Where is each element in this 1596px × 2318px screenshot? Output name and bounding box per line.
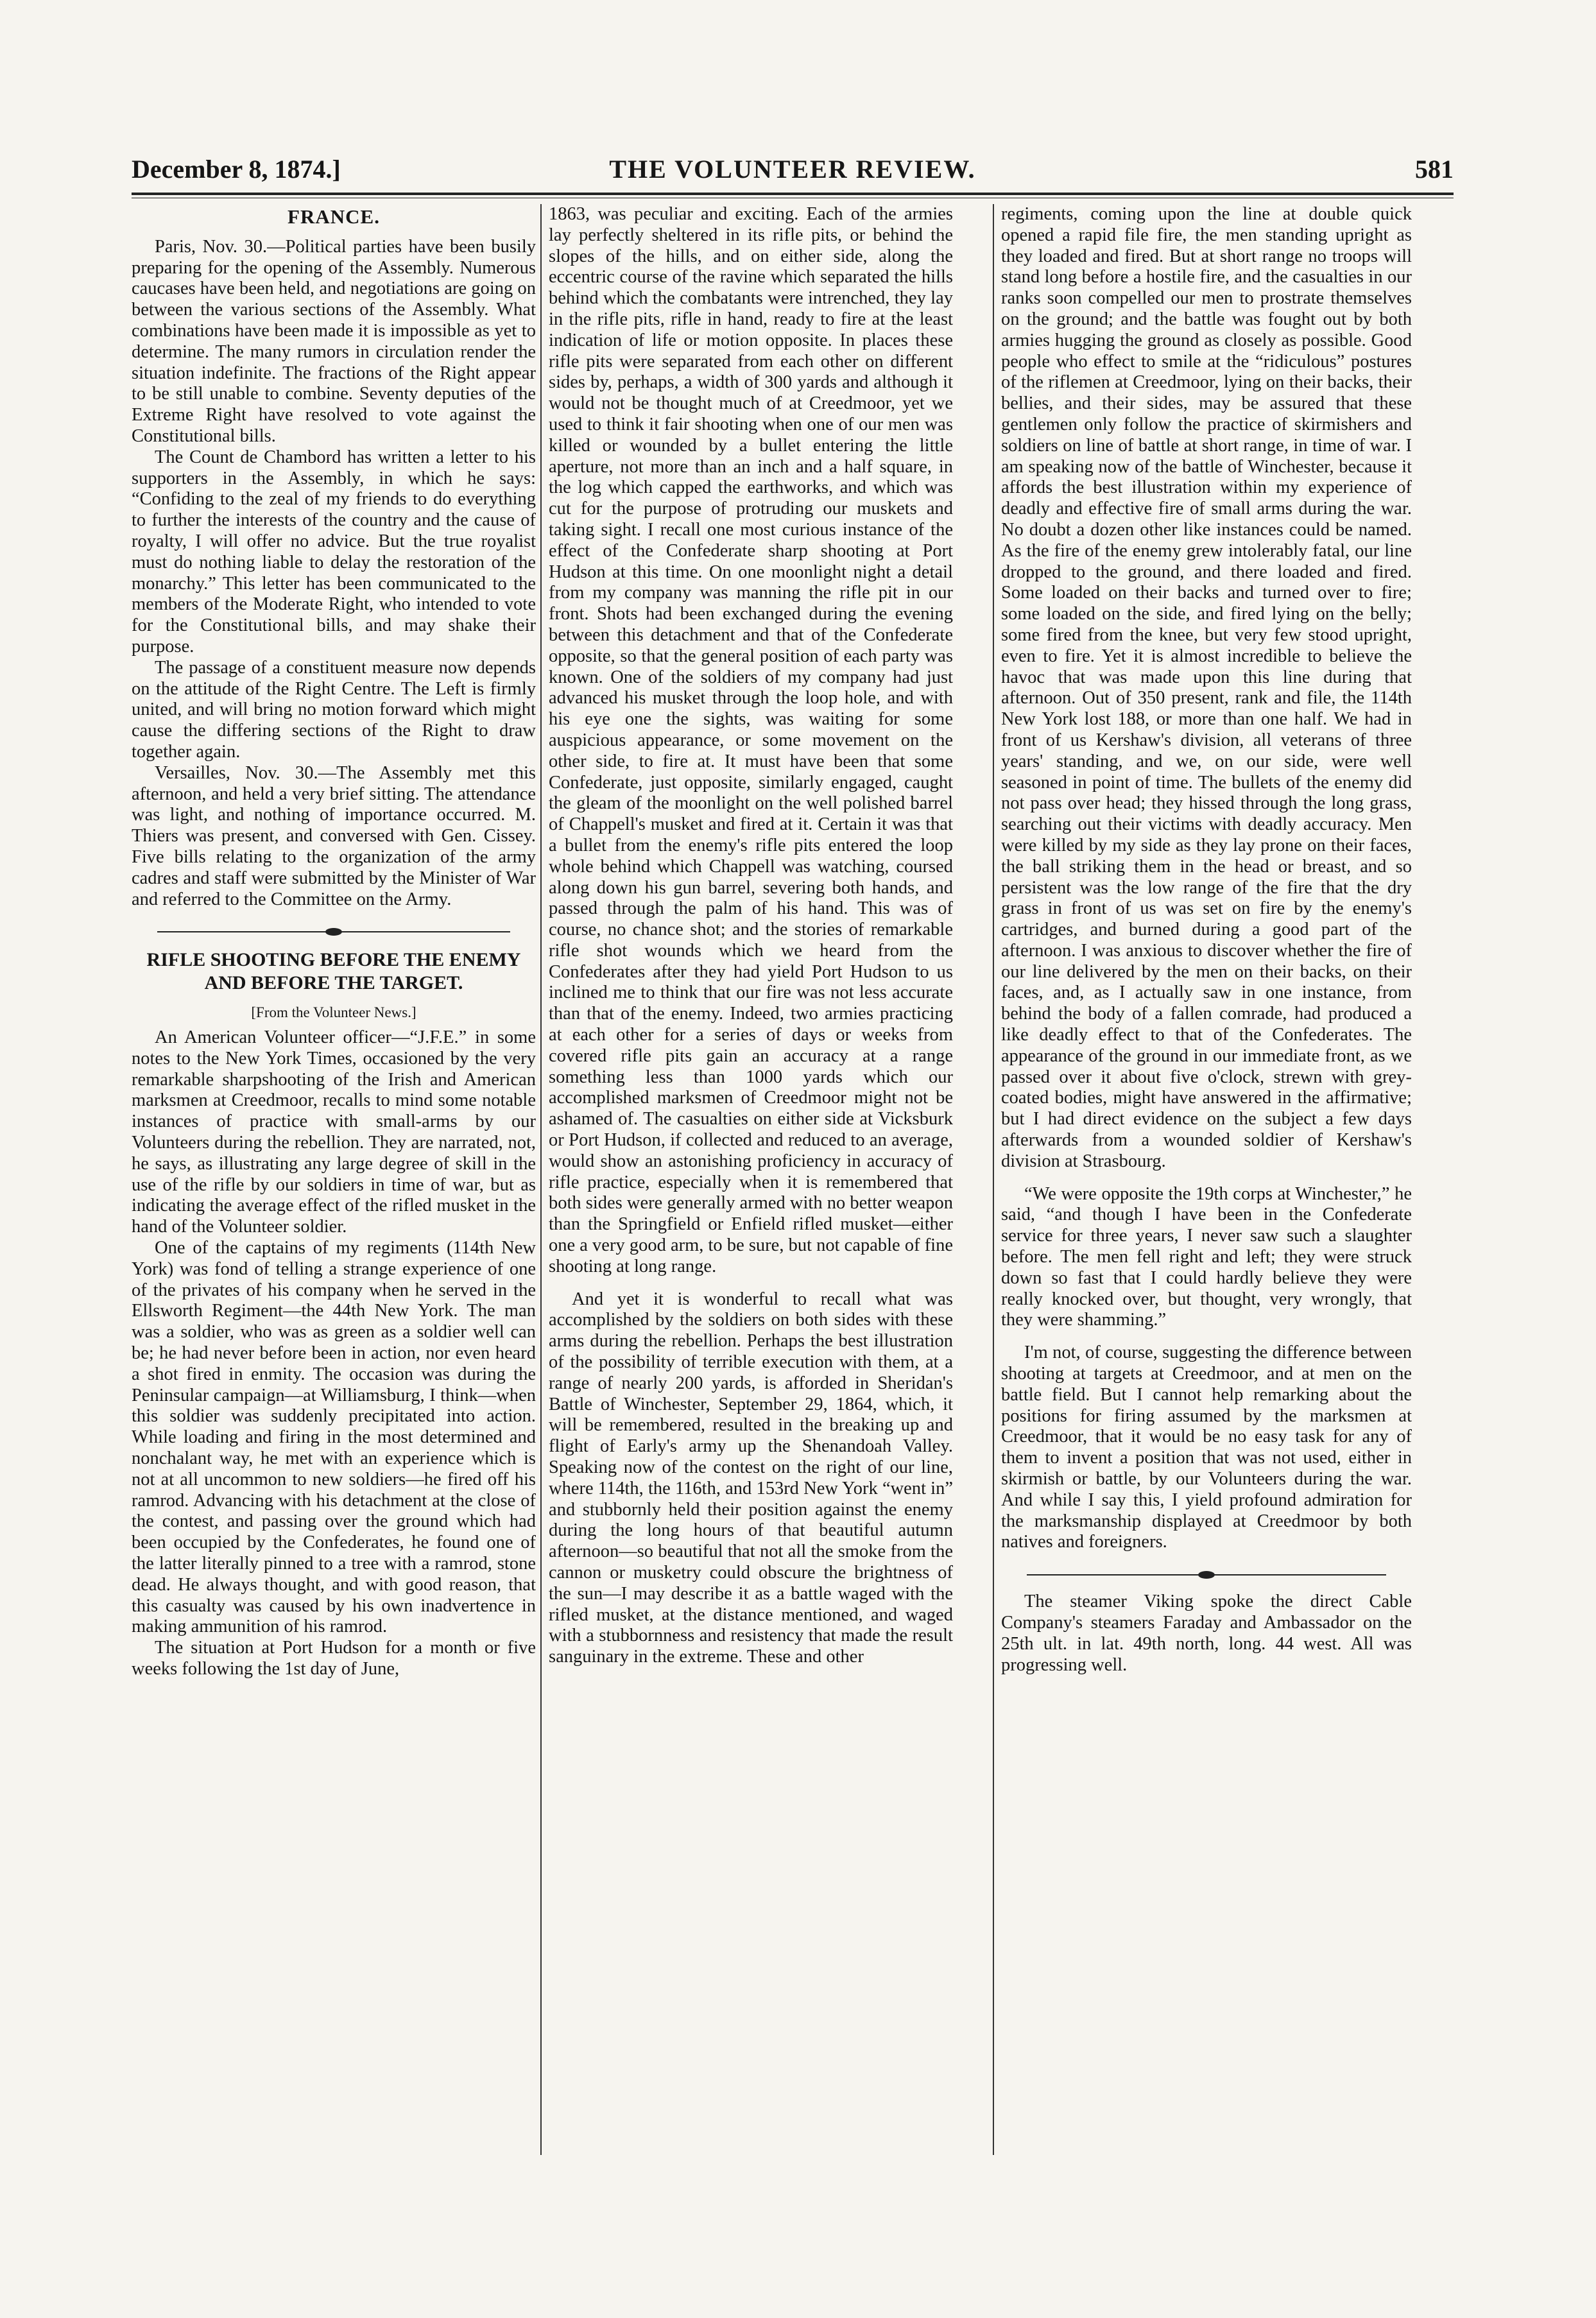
column-rule-1: [540, 204, 542, 2155]
article-heading-france: FRANCE.: [287, 205, 380, 228]
article-paragraph: The situation at Port Hudson for a month or five weeks following the 1st day of June,: [132, 1638, 536, 1679]
article-paragraph: regiments, coming upon the line at double quick opened a rapid file fire, the men standing upright as they loaded and fired. But at short range no troops will stand long before a hostile fire, and the casualties in our ranks soon compelled our men to prostrate themselves on the ground; and the battle was fought out by both armies hugging the ground as closely as possible. Good people who effect to smile at the “ridiculous” postures of the riflemen at Creedmoor, lying on their backs, their bellies, and their sides, may be assured that these gentlemen only follow the practice of skirmishers and soldiers on line of battle at short range, in time of war. I am speaking now of the battle of Winchester, because it affords the best illustration within my experience of deadly and effective fire of small arms during the war. No doubt a dozen other like instances could be named. As the fire of the enemy grew intolerably fatal, our line dropped to the ground, and there loaded and fired. Some loaded on their backs and turned over to fire; some loaded on the side, and fired lying on the belly; some fired from the knee, but very few stood upright, even to fire. Yet it is almost incredible to believe the havoc that was made upon this line during that afternoon. Out of 350 present, rank and file, the 114th New York lost 188, or more than one half. We had in front of us Kershaw's division, all veterans of three years' standing, and we, on our side, were well seasoned in point of time. The bullets of the enemy did not pass over head; they hissed through the long grass, searching out their victims with deadly accuracy. Men were killed by my side as they lay prone on their faces, the ball striking them in the head or breast, and so persistent was the low range of the fire that the dry grass in front of us was set on fire by the enemy's cartridges, and burned during a good part of the afternoon. I was anxious to discover whether the fire of our line delivered by the men on their backs, on their faces, and, as I actually saw in one instance, from behind the body of a fallen comrade, had produced a like deadly effect to that of the Confederates. The appearance of the ground in our immediate front, as we passed over it about five o'clock, strewn with grey-coated bodies, might have answered in the affirmative; but I had direct evidence on the subject a few days afterwards from a wounded soldier of Kershaw's division at Strasbourg.: [1001, 204, 1412, 1171]
section-divider: [1027, 1567, 1386, 1583]
article-paragraph: The passage of a constituent measure now depends on the attitude of the Right Centre. The Left is firmly united, and will bring no motion forward which might cause the differing sections of the Right to draw together again.: [132, 657, 536, 762]
article-paragraph: And yet it is wonderful to recall what was accomplished by the soldiers on both sides with these arms during the rebellion. Perhaps the best illustration of the possibility of terrible execution with them, at a range of nearly 200 yards, is afforded in Sheridan's Battle of Winchester, September 29, 1864, which, it will be remembered, resulted in the breaking up and flight of Early's army up the Shenandoah Valley. Speaking now of the contest on the right of our line, where 114th, the 116th, and 153rd New York “went in” and stubbornly held their position against the enemy during the long hours of that beautiful autumn afternoon—so beautiful that not all the smoke from the cannon or musketry could obscure the brightness of the sun—I may describe it as a battle waged with the rifled musket, at the distance mentioned, and waged with a stubbornness and resistency that made the result sanguinary in the extreme. These and other: [549, 1289, 953, 1667]
section-divider: [157, 924, 510, 940]
article-paragraph: Versailles, Nov. 30.—The Assembly met this afternoon, and held a very brief sitting. The attendance was light, and nothing of importance occurred. M. Thiers was present, and conversed with Gen. Cissey. Five bills relating to the organization of the army cadres and staff were submitted by the Minister of War and referred to the Committee on the Army.: [132, 762, 536, 909]
column-3: [1001, 204, 1412, 2277]
article-source: [From the Volunteer News.]: [251, 1004, 416, 1021]
column-rule-2: [993, 204, 994, 2155]
article-paragraph: The Count de Chambord has written a letter to his supporters in the Assembly, in which he says: “Confiding to the zeal of my friends to do everything to further the interests of the country and the cause of royalty, I will offer no advice. But the true royalist must do nothing liable to delay the restoration of the monarchy.” This letter has been communicated to the members of the Moderate Right, who intended to vote for the Constitutional bills, and may shake their purpose.: [132, 447, 536, 657]
news-item-steamer: The steamer Viking spoke the direct Cable Company's steamers Faraday and Ambassador on the 25th ult. in lat. 49th north, long. 44 west. All was progressing well.: [1001, 1592, 1412, 1675]
page-header: [132, 148, 1454, 193]
header-title: THE VOLUNTEER REVIEW.: [609, 155, 976, 184]
column-1: [132, 204, 536, 2277]
article-paragraph: “We were opposite the 19th corps at Winchester,” he said, “and though I have been in the Confederate service for three years, I never saw such a slaughter before. The men fell right and left; they were struck down so fast that I could hardly believe they were really knocked over, but thought, very wrongly, that they were shamming.”: [1001, 1183, 1412, 1330]
article-paragraph: One of the captains of my regiments (114th New York) was fond of telling a strange experience of one of the privates of his company when he served in the Ellsworth Regiment—the 44th New York. The man was a soldier, who was as green as a soldier well can be; he had never before been in action, nor even heard a shot fired in enmity. The occasion was during the Peninsular campaign—at Williamsburg, I think—when this soldier was suddenly precipitated into action. While loading and firing in the most determined and nonchalant way, he met with an experience which is not at all uncommon to new soldiers—he fired off his ramrod. Advancing with his detachment at the close of the contest, and passing over the ground which had been occupied by the Confederates, he found one of the latter literally pinned to a tree with a ramrod, stone dead. He always thought, and with good reason, that this casualty was caused by his own inadvertence in making ammunition of his ramrod.: [132, 1238, 536, 1637]
article-heading-rifle-shooting: RIFLE SHOOTING BEFORE THE ENEMY AND BEFORE THE TARGET.: [146, 949, 521, 994]
header-page-number: 581: [1415, 155, 1454, 184]
column-2: [549, 204, 953, 2277]
header-date: December 8, 1874.]: [132, 155, 341, 184]
article-paragraph: An American Volunteer officer—“J.F.E.” in some notes to the New York Times, occasioned by the very remarkable sharpshooting of the Irish and American marksmen at Creedmoor, recalls to mind some notable instances of practice with small-arms by our Volunteers during the rebellion. They are narrated, not, he says, as illustrating any large degree of skill in the use of the rifle by our soldiers in time of war, but as indicating the average effect of the rifled musket in the hand of the Volunteer soldier.: [132, 1027, 536, 1237]
header-rule: [132, 193, 1454, 198]
article-paragraph: Paris, Nov. 30.—Political parties have been busily preparing for the opening of the Assembly. Numerous caucases have been held, and negotiations are going on between the various sections of the Assembly. What combinations have been made it is impossible as yet to determine. The many rumors in circulation render the situation indefinite. The fractions of the Right appear to be still unable to combine. Seventy deputies of the Extreme Right have resolved to vote against the Constitutional bills.: [132, 236, 536, 446]
article-paragraph: I'm not, of course, suggesting the difference between shooting at targets at Creedmoor, and at men on the battle field. But I cannot help remarking about the positions for firing assumed by the marksmen at Creedmoor, that it would be no easy task for any of them to invent a position that was not used, either in skirmish or battle, by our Volunteers during the war. And while I say this, I yield profound admiration for the marksmanship displayed at Creedmoor by both natives and foreigners.: [1001, 1343, 1412, 1552]
article-paragraph: 1863, was peculiar and exciting. Each of the armies lay perfectly sheltered in its rifle pits, or behind the slopes of the hills, and on either side, along the eccentric course of the ravine which separated the hills behind which the combatants were intrenched, they lay in the rifle pits, rifle in hand, ready to fire at the least indication of life or motion opposite. In places these rifle pits were separated from each other on different sides by, perhaps, a width of 300 yards and although it would not be thought much of at Creedmoor, yet we used to think it fair shooting when one of our men was killed or wounded by a bullet entering the little aperture, not more than an inch and a half square, in the log which capped the earthworks, and which was cut for the purpose of protruding our muskets and taking sight. I recall one most curious instance of the effect of the Confederate sharp shooting at Port Hudson at this time. On one moonlight night a detail from my company was manning the rifle pit in our front. Shots had been exchanged during the evening between this detachment and that of the Confederate opposite, so that the general position of each party was known. One of the soldiers of my company had just advanced his musket through the loop hole, and with his eye one the sights, was waiting for some auspicious appearance, or some movement on the other side, to fire at. It must have been that some Confederate, just opposite, similarly engaged, caught the gleam of the moonlight on the well polished barrel of Chappell's musket and fired at it. Certain it was that a bullet from the enemy's rifle pits entered the loop whole behind which Chappell was watching, coursed along down his gun barrel, severing both hands, and passed through the palm of his hand. This was of course, no chance shot; and the stories of remarkable rifle shot wounds which we heard from the Confederates after they had yield Port Hudson to us inclined me to think that our fire was not less accurate than that of the enemy. Indeed, two armies practicing at each other for a series of days or weeks from covered rifle pits gain an accuracy at a range something less than 1000 yards which our accomplished marksmen of Creedmoor might not be ashamed of. The casualties on either side at Vicksburk or Port Hudson, if collected and reduced to an average, would show an astonishing proficiency in accuracy of rifle practice, especially when it is remembered that both sides were generally armed with no better weapon than the Springfield or Enfield rifled musket—either one a very good arm, to be sure, but not capable of fine shooting at long range.: [549, 204, 953, 1276]
